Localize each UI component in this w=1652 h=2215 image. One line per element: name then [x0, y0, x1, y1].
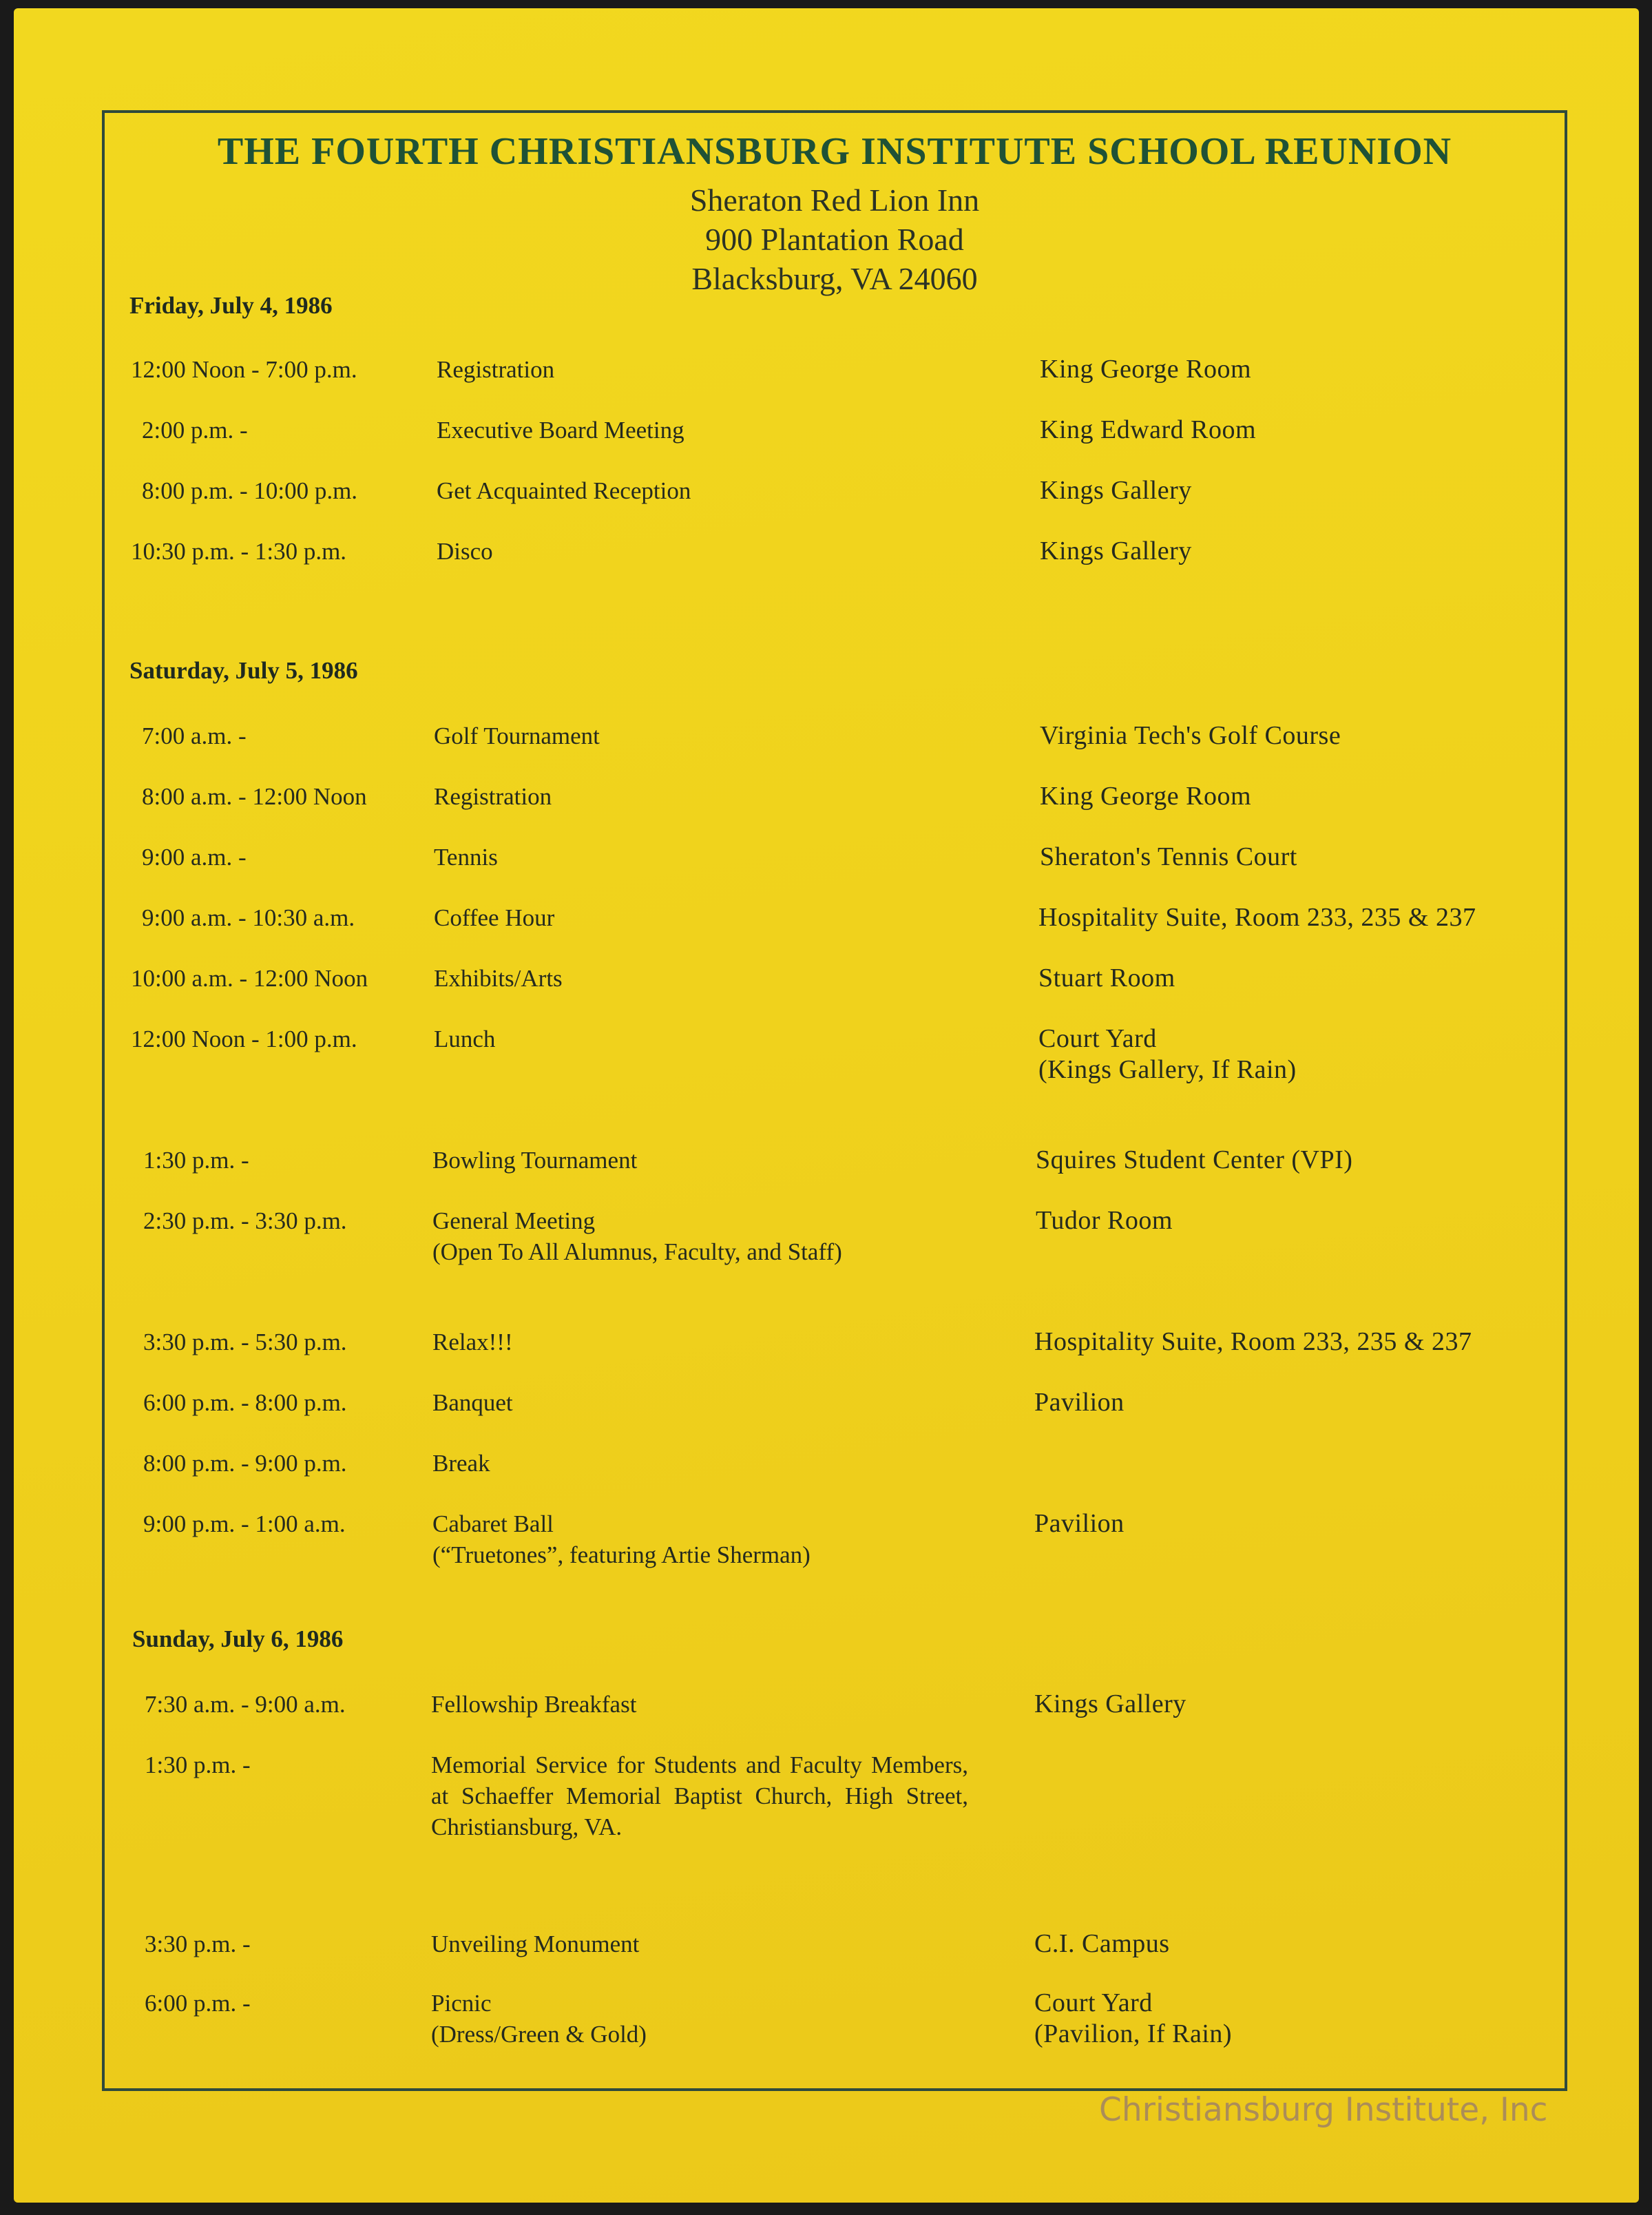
- event-title: Cabaret Ball: [432, 1510, 554, 1537]
- location-line: Court Yard: [1034, 1988, 1153, 2017]
- event-time: 3:30 p.m. - 5:30 p.m.: [143, 1329, 347, 1355]
- schedule-row: [0, 1387, 1652, 1456]
- location-note: (Kings Gallery, If Rain): [1038, 1055, 1297, 1084]
- event-location: Pavilion: [1034, 1388, 1125, 1417]
- event-name: Executive Board Meeting: [437, 417, 684, 444]
- event-time: 2:00 p.m. -: [142, 417, 248, 444]
- venue-name: Sheraton Red Lion Inn: [689, 183, 980, 218]
- event-name: Unveiling Monument: [431, 1931, 640, 1957]
- event-time: 10:30 p.m. - 1:30 p.m.: [131, 538, 347, 565]
- watermark: Christiansburg Institute, Inc: [1099, 2091, 1548, 2129]
- event-name: Break: [432, 1450, 490, 1477]
- event-time: 9:00 p.m. - 1:00 a.m.: [143, 1510, 346, 1537]
- event-name: Get Acquainted Reception: [437, 477, 691, 504]
- event-location: Stuart Room: [1038, 964, 1175, 992]
- event-location: Kings Gallery: [1040, 537, 1192, 565]
- event-name: Fellowship Breakfast: [431, 1691, 637, 1718]
- event-location: King George Room: [1040, 355, 1252, 384]
- schedule-row: [0, 902, 1652, 971]
- event-name: Disco: [437, 538, 493, 565]
- schedule-row: [0, 1928, 1652, 1997]
- event-time: 8:00 p.m. - 10:00 p.m.: [142, 477, 358, 504]
- schedule-row: [0, 536, 1652, 605]
- venue-street: 900 Plantation Road: [705, 222, 964, 257]
- schedule-row: [0, 720, 1652, 789]
- schedule-row: [0, 354, 1652, 423]
- event-time: 9:00 a.m. -: [142, 844, 247, 871]
- schedule-row: [0, 963, 1652, 1032]
- event-time: 6:00 p.m. -: [145, 1990, 251, 2017]
- event-name: Memorial Service for Students and Faculty Members, at Schaeffer Memorial Baptist Church, High Street, Christiansburg, VA.: [431, 1751, 968, 1840]
- event-time: 7:00 a.m. -: [142, 722, 247, 749]
- schedule-row: [0, 781, 1652, 850]
- schedule-row: [0, 1749, 1652, 1840]
- event-name: [432, 1205, 842, 1267]
- event-location: King George Room: [1040, 782, 1252, 811]
- event-name: [432, 1508, 811, 1570]
- location-note: (Pavilion, If Rain): [1034, 2019, 1233, 2048]
- schedule-row: [0, 1145, 1652, 1214]
- event-location: Kings Gallery: [1040, 476, 1192, 505]
- event-location: Pavilion: [1034, 1509, 1125, 1538]
- event-time: 8:00 p.m. - 9:00 p.m.: [143, 1450, 347, 1477]
- event-time: 1:30 p.m. -: [145, 1751, 251, 1778]
- event-name: Golf Tournament: [434, 722, 600, 749]
- event-name: Coffee Hour: [434, 904, 555, 931]
- venue-city: Blacksburg, VA 24060: [691, 261, 978, 296]
- day-heading-saturday: Saturday, July 5, 1986: [129, 657, 358, 684]
- event-title: General Meeting: [432, 1207, 596, 1234]
- event-name: Lunch: [434, 1026, 496, 1052]
- event-time: 8:00 a.m. - 12:00 Noon: [142, 783, 367, 810]
- schedule-row: [0, 1689, 1652, 1758]
- schedule-row: [0, 1205, 1652, 1274]
- event-time: 10:00 a.m. - 12:00 Noon: [131, 965, 368, 992]
- event-note: (“Truetones”, featuring Artie Sherman): [432, 1541, 811, 1568]
- event-location: Hospitality Suite, Room 233, 235 & 237: [1034, 1327, 1472, 1356]
- venue-address: [102, 180, 1567, 298]
- event-location: Kings Gallery: [1034, 1689, 1186, 1718]
- schedule-row: [0, 415, 1652, 483]
- event-location: Sheraton's Tennis Court: [1040, 842, 1297, 871]
- event-time: 2:30 p.m. - 3:30 p.m.: [143, 1207, 347, 1234]
- event-note: (Dress/Green & Gold): [431, 2021, 647, 2048]
- event-name: Bowling Tournament: [432, 1147, 638, 1174]
- event-time: 12:00 Noon - 7:00 p.m.: [131, 356, 357, 383]
- event-name: Tennis: [434, 844, 498, 871]
- event-time: 1:30 p.m. -: [143, 1147, 249, 1174]
- event-time: 7:30 a.m. - 9:00 a.m.: [145, 1691, 346, 1718]
- event-title: Picnic: [431, 1990, 492, 2017]
- event-name: Relax!!!: [432, 1329, 513, 1355]
- schedule-row: [0, 1327, 1652, 1395]
- event-location: Tudor Room: [1036, 1206, 1173, 1235]
- schedule-row: [0, 1988, 1652, 2057]
- event-name: Banquet: [432, 1389, 513, 1416]
- event-time: 6:00 p.m. - 8:00 p.m.: [143, 1389, 347, 1416]
- location-line: Court Yard: [1038, 1024, 1157, 1053]
- day-heading-sunday: Sunday, July 6, 1986: [132, 1625, 344, 1652]
- event-name: Registration: [434, 783, 552, 810]
- event-time: 3:30 p.m. -: [145, 1931, 251, 1957]
- schedule-row: [0, 475, 1652, 544]
- event-location: King Edward Room: [1040, 415, 1257, 444]
- event-name: Registration: [437, 356, 555, 383]
- schedule-row: [0, 1508, 1652, 1577]
- schedule-row: [0, 1448, 1652, 1517]
- schedule-row: [0, 842, 1652, 911]
- event-location: C.I. Campus: [1034, 1929, 1170, 1958]
- event-location: [1034, 1988, 1232, 2050]
- document-title: THE FOURTH CHRISTIANSBURG INSTITUTE SCHOOL REUNION: [217, 130, 1452, 173]
- day-heading-friday: Friday, July 4, 1986: [129, 292, 333, 319]
- event-note: (Open To All Alumnus, Faculty, and Staff): [432, 1238, 842, 1265]
- schedule-row: [0, 1023, 1652, 1092]
- event-location: Virginia Tech's Golf Course: [1040, 721, 1341, 750]
- event-location: [1038, 1023, 1297, 1085]
- event-name: Exhibits/Arts: [434, 965, 563, 992]
- event-location: Hospitality Suite, Room 233, 235 & 237: [1038, 903, 1476, 932]
- event-time: 9:00 a.m. - 10:30 a.m.: [142, 904, 355, 931]
- event-location: Squires Student Center (VPI): [1036, 1145, 1353, 1174]
- event-name: [431, 1988, 647, 2050]
- event-time: 12:00 Noon - 1:00 p.m.: [131, 1026, 357, 1052]
